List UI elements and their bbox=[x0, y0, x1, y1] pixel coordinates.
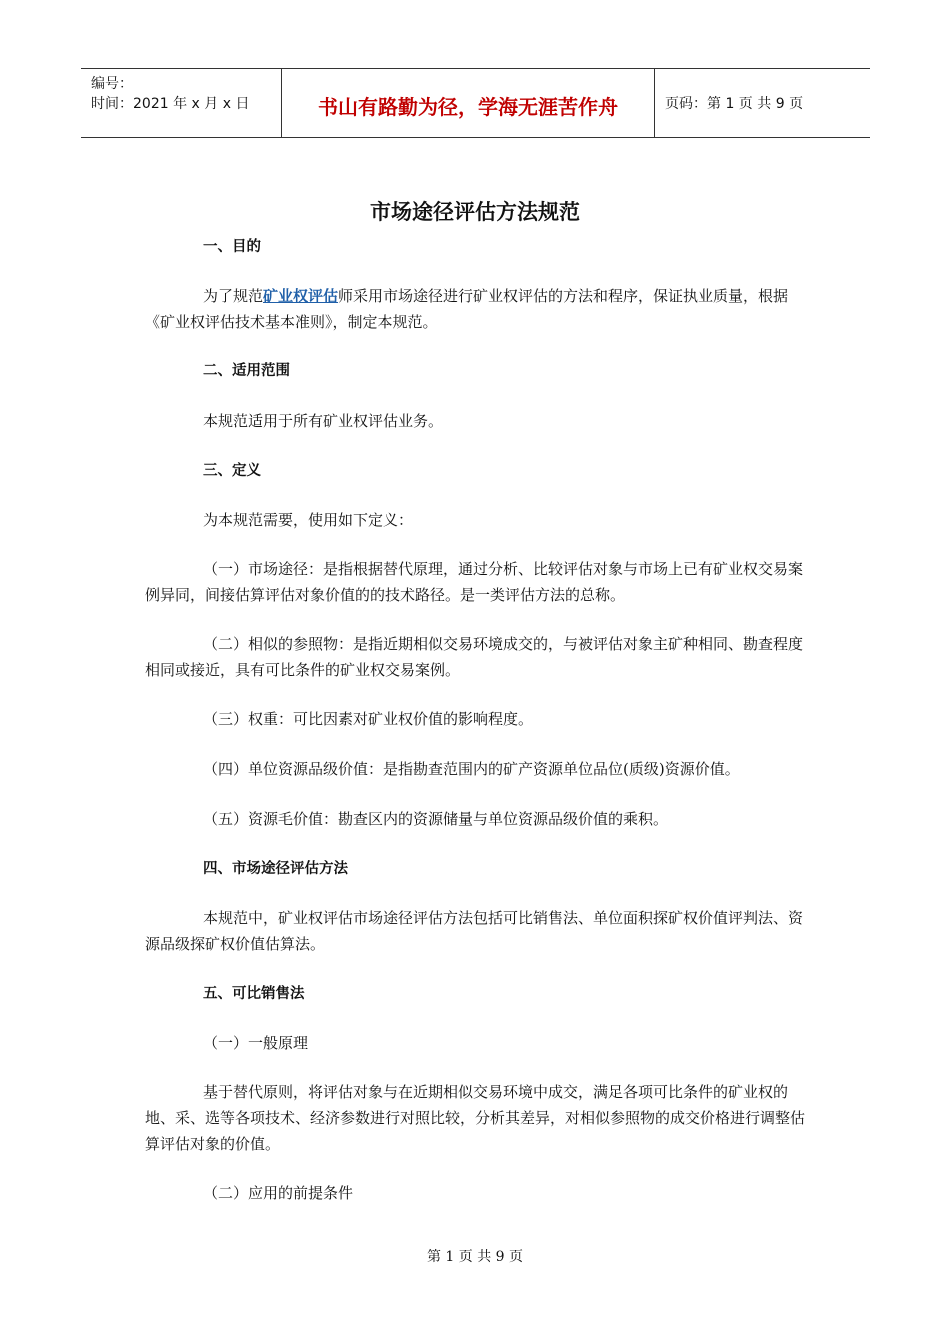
number-label: 编号： bbox=[91, 76, 133, 92]
section-3-heading: 三、定义 bbox=[203, 463, 261, 479]
section-2-heading: 二、适用范围 bbox=[203, 363, 290, 379]
section-4-heading: 四、市场途径评估方法 bbox=[203, 861, 348, 877]
s1-text-post: 师采用市场途径进行矿业权评估的方法和程序，保证执业质量，根据《矿业权评估技术基本准则》，制定本规范。 bbox=[145, 287, 789, 331]
definition-4: （四）单位资源品级价值：是指勘查范围内的矿产资源单位品位(质级)资源价值。 bbox=[203, 760, 740, 778]
section-4-paragraph: 本规范中，矿业权评估市场途径评估方法包括可比销售法、单位面积探矿权价值评判法、资源品级探矿权价值估算法。 bbox=[145, 909, 804, 953]
definition-1: （一）市场途径：是指根据替代原理，通过分析、比较评估对象与市场上已有矿业权交易案例异同，间接估算评估对象价值的的技术路径。是一类评估方法的总称。 bbox=[145, 560, 804, 604]
section-5-sub-2: （二）应用的前提条件 bbox=[203, 1184, 354, 1202]
section-1-paragraph bbox=[145, 283, 815, 335]
mining-rights-appraisal-link[interactable]: 矿业权评估 bbox=[263, 287, 339, 305]
section-5-sub-1: （一）一般原理 bbox=[203, 1034, 309, 1052]
section-5-paragraph: 基于替代原则，将评估对象与在近期相似交易环境中成交，满足各项可比条件的矿业权的地、采、选等各项技术、经济参数进行对照比较，分析其差异，对相似参照物的成交价格进行调整估算评估对象的价值。 bbox=[145, 1083, 806, 1153]
motto: 书山有路勤为径，学海无涯苦作舟 bbox=[318, 95, 618, 119]
page-footer: 第 1 页 共 9 页 bbox=[426, 1249, 524, 1265]
section-2-paragraph: 本规范适用于所有矿业权评估业务。 bbox=[203, 412, 444, 430]
header-right-cell bbox=[655, 69, 870, 137]
definition-5: （五）资源毛价值：勘查区内的资源储量与单位资源品级价值的乘积。 bbox=[203, 810, 669, 828]
time-label: 时间：2021 年 x 月 x 日 bbox=[91, 96, 250, 112]
page-info: 页码：第 1 页 共 9 页 bbox=[665, 96, 804, 112]
s1-text-pre: 为了规范 bbox=[203, 287, 264, 305]
header-table bbox=[81, 68, 870, 138]
definition-2: （二）相似的参照物：是指近期相似交易环境成交的，与被评估对象主矿种相同、勘查程度相同或接近，具有可比条件的矿业权交易案例。 bbox=[145, 635, 804, 679]
header-middle-cell bbox=[281, 69, 655, 137]
section-5-heading: 五、可比销售法 bbox=[203, 986, 305, 1002]
section-3-intro: 为本规范需要，使用如下定义： bbox=[203, 511, 414, 529]
header-left-cell bbox=[81, 69, 281, 137]
document-title: 市场途径评估方法规范 bbox=[370, 199, 580, 224]
section-1-heading: 一、目的 bbox=[203, 239, 261, 255]
definition-3: （三）权重：可比因素对矿业权价值的影响程度。 bbox=[203, 710, 534, 728]
